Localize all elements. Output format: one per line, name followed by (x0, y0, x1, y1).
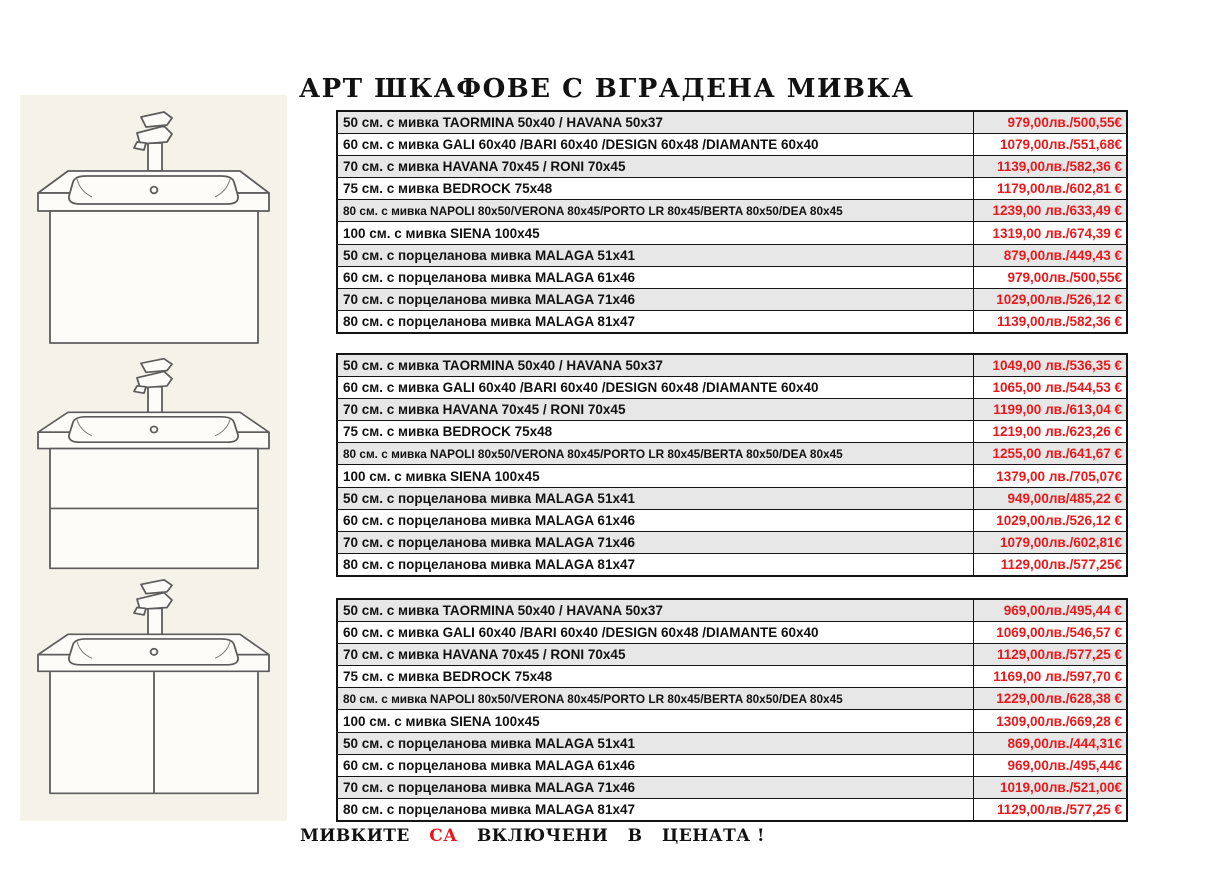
product-price: 1309,00лв./669,28 € (974, 710, 1126, 731)
product-price: 979,00лв./500,55€ (974, 267, 1126, 288)
price-table-row (338, 199, 1126, 221)
price-table-row (338, 177, 1126, 199)
product-description: 50 см. с порцеланова мивка MALAGA 51x41 (338, 733, 974, 754)
price-table-row (338, 310, 1126, 332)
sink-counter (38, 412, 269, 448)
product-price: 1255,00 лв./641,67 € (974, 443, 1126, 464)
product-description: 60 см. с мивка GALI 60x40 /BARI 60x40 /DESIGN 60x48 /DIAMANTE 60x40 (338, 622, 974, 643)
product-price: 1319,00 лв./674,39 € (974, 222, 1126, 243)
product-price: 1029,00лв./526,12 € (974, 289, 1126, 310)
product-price: 1129,00лв./577,25€ (974, 554, 1126, 575)
price-table-row (338, 776, 1126, 798)
footer-note (300, 826, 765, 846)
product-description: 100 см. с мивка SIENA 100x45 (338, 222, 974, 243)
product-description: 100 см. с мивка SIENA 100x45 (338, 465, 974, 486)
product-price: 1029,00лв./526,12 € (974, 510, 1126, 531)
product-description: 70 см. с порцеланова мивка MALAGA 71x46 (338, 777, 974, 798)
product-price: 969,00лв./495,44 € (974, 600, 1126, 621)
product-price: 979,00лв./500,55€ (974, 112, 1126, 133)
footer-word: ВКЛЮЧЕНИ (476, 826, 609, 846)
price-table-row (338, 376, 1126, 398)
product-description: 60 см. с мивка GALI 60x40 /BARI 60x40 /DESIGN 60x48 /DIAMANTE 60x40 (338, 377, 974, 398)
price-table-row (338, 133, 1126, 155)
product-price: 1139,00лв./582,36 € (974, 156, 1126, 177)
product-description: 80 см. с мивка NAPOLI 80x50/VERONA 80x45/PORTO LR 80x45/BERTA 80x50/DEA 80x45 (338, 200, 974, 221)
page-title: АРТ ШКАФОВЕ С ВГРАДЕНА МИВКА (299, 74, 915, 104)
product-description: 60 см. с порцеланова мивка MALAGA 61x46 (338, 755, 974, 776)
price-table-row (338, 155, 1126, 177)
price-table-row (338, 732, 1126, 754)
product-description: 70 см. с мивка HAVANA 70x45 / RONI 70x45 (338, 399, 974, 420)
footer-word: В (627, 826, 643, 846)
faucet-icon (134, 112, 172, 171)
vanity-sink-two-drawers-illustration (20, 356, 287, 572)
vanity-sink-single-front-illustration (20, 109, 287, 347)
price-table-1 (336, 110, 1128, 334)
product-description: 75 см. с мивка BEDROCK 75x48 (338, 178, 974, 199)
product-price: 879,00лв./449,43 € (974, 245, 1126, 266)
footer-word-highlighted: СА (429, 826, 458, 846)
product-description: 50 см. с мивка TAORMINA 50x40 / HAVANA 50x37 (338, 600, 974, 621)
price-table-row (338, 621, 1126, 643)
product-price: 1229,00лв./628,38 € (974, 688, 1126, 709)
price-table-3 (336, 598, 1128, 822)
product-description: 80 см. с мивка NAPOLI 80x50/VERONA 80x45/PORTO LR 80x45/BERTA 80x50/DEA 80x45 (338, 443, 974, 464)
product-description: 80 см. с порцеланова мивка MALAGA 81x47 (338, 799, 974, 820)
price-table-row (338, 288, 1126, 310)
product-price: 1049,00 лв./536,35 € (974, 355, 1126, 376)
product-description: 60 см. с порцеланова мивка MALAGA 61x46 (338, 510, 974, 531)
product-description: 50 см. с порцеланова мивка MALAGA 51x41 (338, 245, 974, 266)
price-table-row (338, 355, 1126, 376)
product-description: 70 см. с мивка HAVANA 70x45 / RONI 70x45 (338, 644, 974, 665)
product-price: 1129,00лв./577,25 € (974, 644, 1126, 665)
footer-word: ЦЕНАТА ! (661, 826, 765, 846)
product-description: 50 см. с мивка TAORMINA 50x40 / HAVANA 50x37 (338, 112, 974, 133)
product-price: 1065,00 лв./544,53 € (974, 377, 1126, 398)
product-price: 1179,00лв./602,81 € (974, 178, 1126, 199)
product-price: 1019,00лв./521,00€ (974, 777, 1126, 798)
price-table-row (338, 487, 1126, 509)
sink-counter (38, 171, 269, 211)
price-table-row (338, 643, 1126, 665)
product-price: 969,00лв./495,44€ (974, 755, 1126, 776)
product-price: 1079,00лв./551,68€ (974, 134, 1126, 155)
footer-word: МИВКИТЕ (300, 826, 410, 846)
product-description: 70 см. с порцеланова мивка MALAGA 71x46 (338, 532, 974, 553)
product-price: 1199,00 лв./613,04 € (974, 399, 1126, 420)
product-description: 75 см. с мивка BEDROCK 75x48 (338, 421, 974, 442)
product-price: 949,00лв/485,22 € (974, 488, 1126, 509)
product-price: 1069,00лв./546,57 € (974, 622, 1126, 643)
price-table-row (338, 600, 1126, 621)
product-description: 75 см. с мивка BEDROCK 75x48 (338, 666, 974, 687)
sink-counter (38, 634, 269, 671)
price-table-row (338, 221, 1126, 243)
product-description: 60 см. с порцеланова мивка MALAGA 61x46 (338, 267, 974, 288)
product-price: 1079,00лв./602,81€ (974, 532, 1126, 553)
product-description: 100 см. с мивка SIENA 100x45 (338, 710, 974, 731)
product-price: 1139,00лв./582,36 € (974, 311, 1126, 332)
product-price: 1239,00 лв./633,49 € (974, 200, 1126, 221)
price-table-row (338, 754, 1126, 776)
product-description: 50 см. с порцеланова мивка MALAGA 51x41 (338, 488, 974, 509)
vanity-sink-two-doors-illustration (20, 577, 287, 797)
product-price: 1129,00лв./577,25 € (974, 799, 1126, 820)
product-price: 1219,00 лв./623,26 € (974, 421, 1126, 442)
price-table-row (338, 665, 1126, 687)
product-description: 70 см. с порцеланова мивка MALAGA 71x46 (338, 289, 974, 310)
product-description: 70 см. с мивка HAVANA 70x45 / RONI 70x45 (338, 156, 974, 177)
price-table-row (338, 420, 1126, 442)
product-description: 50 см. с мивка TAORMINA 50x40 / HAVANA 50x37 (338, 355, 974, 376)
price-table-row (338, 531, 1126, 553)
cabinet-illustrations-panel (20, 95, 287, 821)
product-price: 869,00лв./444,31€ (974, 733, 1126, 754)
faucet-icon (134, 580, 172, 635)
price-table-row (338, 553, 1126, 575)
product-description: 80 см. с порцеланова мивка MALAGA 81x47 (338, 554, 974, 575)
price-table-row (338, 244, 1126, 266)
price-table-row (338, 509, 1126, 531)
product-price: 1379,00 лв./705,07€ (974, 465, 1126, 486)
product-description: 80 см. с мивка NAPOLI 80x50/VERONA 80x45/PORTO LR 80x45/BERTA 80x50/DEA 80x45 (338, 688, 974, 709)
price-table-row (338, 798, 1126, 820)
cabinet-body (50, 211, 258, 343)
price-table-row (338, 266, 1126, 288)
product-price: 1169,00 лв./597,70 € (974, 666, 1126, 687)
price-table-row (338, 687, 1126, 709)
product-description: 80 см. с порцеланова мивка MALAGA 81x47 (338, 311, 974, 332)
price-table-row (338, 709, 1126, 731)
price-table-row (338, 398, 1126, 420)
faucet-icon (134, 359, 172, 413)
price-table-row (338, 442, 1126, 464)
price-table-row (338, 464, 1126, 486)
product-description: 60 см. с мивка GALI 60x40 /BARI 60x40 /DESIGN 60x48 /DIAMANTE 60x40 (338, 134, 974, 155)
price-table-row (338, 112, 1126, 133)
price-table-2 (336, 353, 1128, 577)
